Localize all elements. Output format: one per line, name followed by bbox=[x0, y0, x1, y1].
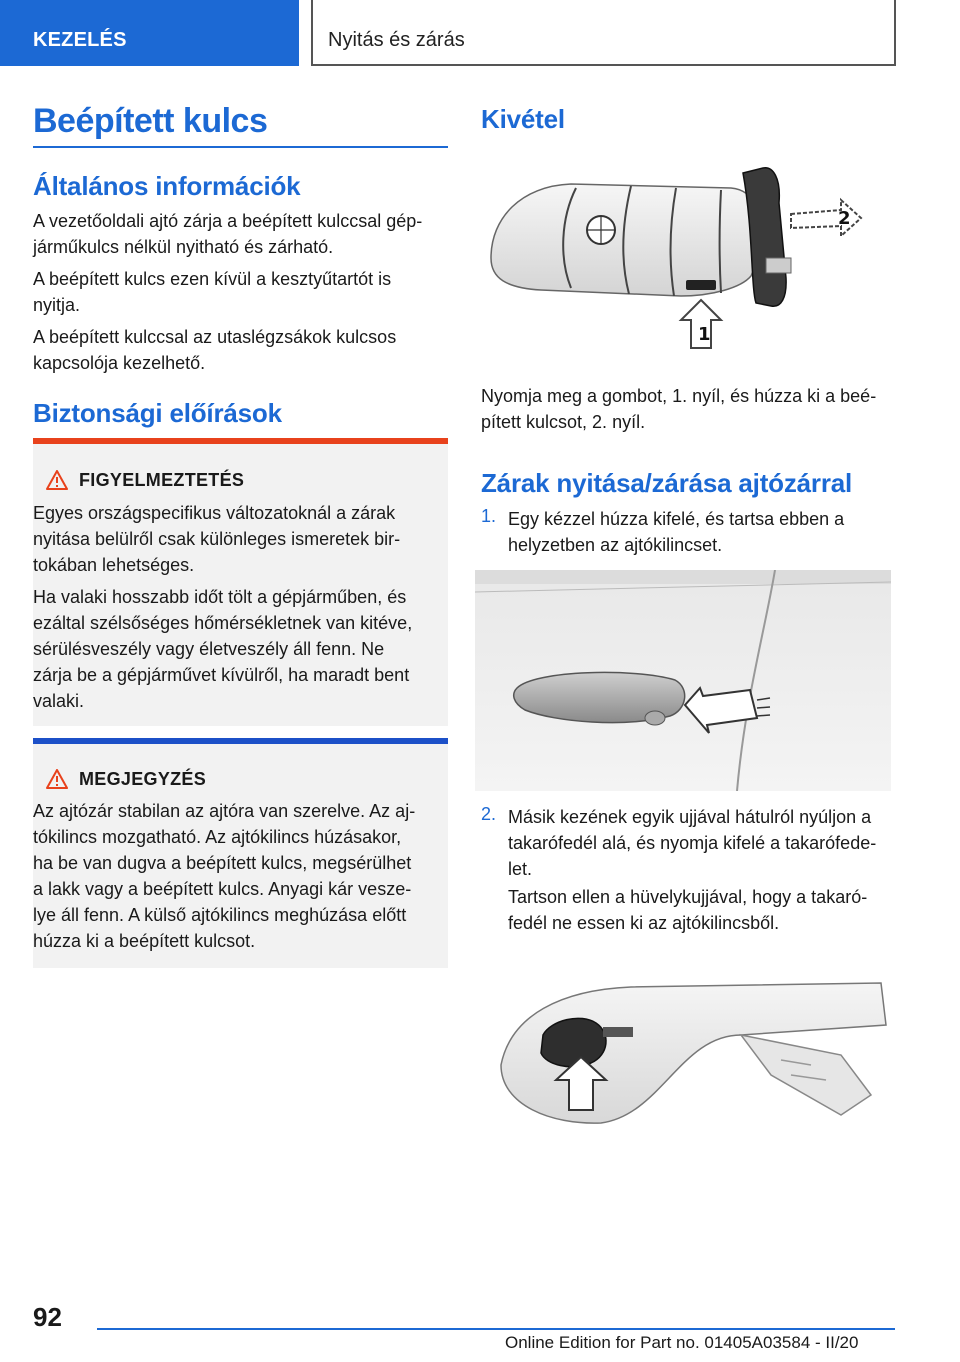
cover-cap-illustration bbox=[481, 965, 893, 1145]
footer-divider bbox=[97, 1328, 895, 1330]
page-number: 92 bbox=[33, 1302, 62, 1332]
door-handle-illustration bbox=[475, 570, 891, 791]
step-1-text: Egy kézzel húzza kifelé, és tartsa ebben a helyzetben az ajtókilincset. bbox=[508, 509, 845, 555]
general-heading: Általános információk bbox=[33, 171, 301, 201]
warning-box bbox=[33, 438, 448, 726]
edition-text: Online Edition for Part no. 01405A03584 - II/20 bbox=[505, 1333, 859, 1352]
arrow-label-1: 1 bbox=[698, 324, 711, 345]
section-tab[interactable]: KEZELÉS bbox=[0, 0, 299, 66]
note-title: MEGJEGYZÉS bbox=[79, 769, 207, 789]
warning-text-2: Ha valaki hosszabb időt tölt a gépjárműben, és ezáltal szélsőséges hőmérsékletnek van kitéve, sérülésveszély vagy életveszély áll fenn. Ne zárja be a gépjárművet kívülről, ha maradt bent valaki. bbox=[33, 587, 413, 711]
note-bar bbox=[33, 738, 448, 744]
locks-heading: Zárak nyitása/zárása ajtózárral bbox=[481, 468, 853, 498]
warning-title: FIGYELMEZTETÉS bbox=[79, 470, 245, 490]
step-2-extra-text: Tartson ellen a hüvelykujjával, hogy a takaró- fedél ne essen ki az ajtókilincsből. bbox=[508, 887, 868, 933]
title-divider bbox=[33, 146, 448, 148]
general-paragraph-2: A beépített kulcs ezen kívül a kesztyűtartót is nyitja. bbox=[33, 269, 392, 315]
key-removal-illustration bbox=[481, 148, 893, 373]
chapter-title: Nyitás és zárás bbox=[311, 0, 896, 66]
step-1-number: 1. bbox=[481, 506, 497, 526]
warning-triangle-icon bbox=[46, 470, 68, 490]
page-title: Beépített kulcs bbox=[33, 102, 268, 140]
warning-text-1: Egyes országspecifikus változatoknál a zárak nyitása belülről csak különleges ismeretek bir- tokában lehetséges. bbox=[33, 503, 401, 575]
general-paragraph-1: A vezetőoldali ajtó zárja a beépített kulccsal gép- járműkulcs nélkül nyitható és zárható. bbox=[33, 211, 423, 257]
arrow-label-2: 2 bbox=[838, 208, 851, 229]
step-2-number: 2. bbox=[481, 804, 497, 824]
step-2-text: Másik kezének egyik ujjával hátulról nyúljon a takarófedél alá, és nyomja kifelé a takarófede- let. bbox=[508, 807, 877, 879]
general-paragraph-3: A beépített kulccsal az utaslégzsákok kulcsos kapcsolója kezelhető. bbox=[33, 327, 397, 373]
note-text: Az ajtózár stabilan az ajtóra van szerelve. Az aj- tókilincs mozgatható. Az ajtókilincs húzásakor, ha be van dugva a beépített kulcs, megsérülhet a lakk vagy a beépített kulcs. Anyagi kár vesze- lye áll fenn. A külső ajtókilincs meghúzása előtt húzza ki a beépített kulcsot. bbox=[33, 801, 416, 951]
note-box bbox=[33, 738, 448, 968]
removal-text: Nyomja meg a gombot, 1. nyíl, és húzza ki a beé- pített kulcsot, 2. nyíl. bbox=[481, 386, 877, 432]
safety-heading: Biztonsági előírások bbox=[33, 398, 282, 428]
page-header bbox=[0, 0, 960, 66]
warning-bar bbox=[33, 438, 448, 444]
caution-triangle-icon bbox=[46, 769, 68, 789]
removal-heading: Kivétel bbox=[481, 104, 565, 134]
